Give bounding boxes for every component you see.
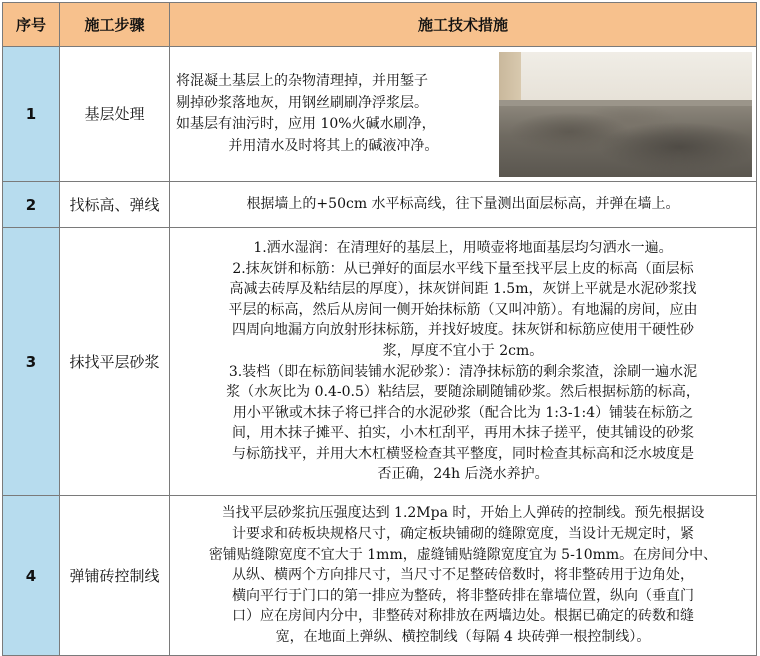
measure-line: 宽，在地面上弹纵、横控制线（每隔 4 块砖弹一根控制线）。: [275, 628, 651, 645]
measure-line: 否正确，24h 后浇水养护。: [377, 466, 549, 483]
measure-line: 口）应在房间内分中，非整砖对称排放在两墙边处。根据已确定的砖数和缝: [232, 608, 694, 625]
step-name: 抹找平层砂浆: [60, 228, 170, 496]
table-row: [3, 228, 757, 496]
measure-line: 根据墙上的+50cm 水平标高线，往下量测出面层标高，并弹在墙上。: [246, 196, 680, 213]
measure-cell: [170, 47, 757, 182]
measure-cell: [170, 228, 757, 496]
measure-line: 横向平行于门口的第一排应为整砖，将非整砖排在靠墙位置，纵向（垂直门: [232, 587, 694, 604]
table-row: [3, 182, 757, 228]
measure-line: 从纵、横两个方向排尺寸，当尺寸不足整砖倍数时，将非整砖用于边角处，: [232, 567, 694, 584]
header-measure: 施工技术措施: [170, 3, 757, 47]
measure-line: 浆（水灰比为 0.4-0.5）粘结层，要随涂刷随铺砂浆。然后根据标筋的标高，: [226, 384, 700, 401]
table-row: [3, 496, 757, 656]
measure-line: 用小平锹或木抹子将已拌合的水泥砂浆（配合比为 1:3-1:4）铺装在标筋之: [232, 404, 694, 421]
measure-line: 计要求和砖板块规格尺寸，确定板块铺砌的缝隙宽度，当设计无规定时，紧: [232, 526, 694, 543]
measure-line: 剔掉砂浆落地灰，用钢丝刷刷净浮浆层。: [176, 94, 428, 111]
measure-line: 密铺贴缝隙宽度不宜大于 1mm，虚缝铺贴缝隙宽度宜为 5-10mm。在房间分中、: [208, 546, 718, 563]
row-number: 4: [3, 496, 60, 656]
row-number: 2: [3, 182, 60, 228]
measure-cell: [170, 182, 757, 228]
row-number: 3: [3, 228, 60, 496]
measure-line: 平层的标高，然后从房间一侧开始抹标筋（又叫冲筋）。有地漏的房间，应由: [228, 301, 698, 318]
header-step: 施工步骤: [60, 3, 170, 47]
table-row: [3, 47, 757, 182]
concrete-floor-photo: [499, 52, 752, 177]
measure-line: 与标筋找平，并用大木杠横竖检查其平整度，同时检查其标高和泛水坡度是: [232, 445, 694, 462]
row-number: 1: [3, 47, 60, 182]
step-name: 基层处理: [60, 47, 170, 182]
measure-line: 2.抹灰饼和标筋：从已弹好的面层水平线下量至找平层上皮的标高（面层标: [232, 260, 694, 277]
measure-line: 如基层有油污时，应用 10%火碱水刷净，: [176, 116, 436, 132]
measure-cell: [170, 496, 757, 656]
construction-steps-table: [2, 2, 757, 656]
measure-line: 浆，厚度不宜小于 2cm。: [382, 342, 544, 359]
header-seq: 序号: [3, 3, 60, 47]
table-header-row: [3, 3, 757, 47]
measure-text: [174, 71, 491, 157]
measure-line: 并用清水及时将其上的碱液冲净。: [228, 137, 439, 154]
measure-line: 间，用木抹子摊平、拍实，小木杠刮平，再用木抹子搓平，使其铺设的砂浆: [232, 425, 694, 442]
measure-line: 1.洒水湿润：在清理好的基层上，用喷壶将地面基层均匀洒水一遍。: [253, 239, 673, 256]
step-name: 弹铺砖控制线: [60, 496, 170, 656]
measure-line: 高减去砖厚及粘结层的厚度），抹灰饼间距 1.5m，灰饼上平就是水泥砂浆找: [229, 281, 697, 298]
measure-line: 将混凝土基层上的杂物清理掉，并用錾子: [176, 73, 428, 89]
measure-line: 3.装档（即在标筋间装铺水泥砂浆）：清净抹标筋的剩余浆渣，涂刷一遍水泥: [228, 363, 698, 380]
step-name: 找标高、弹线: [60, 182, 170, 228]
measure-line: 当找平层砂浆抗压强度达到 1.2Mpa 时，开始上人弹砖的控制线。预先根据设: [221, 505, 705, 522]
measure-line: 四周向地漏方向放射形抹标筋，并找好坡度。抹灰饼和标筋应使用干硬性砂: [232, 322, 694, 339]
